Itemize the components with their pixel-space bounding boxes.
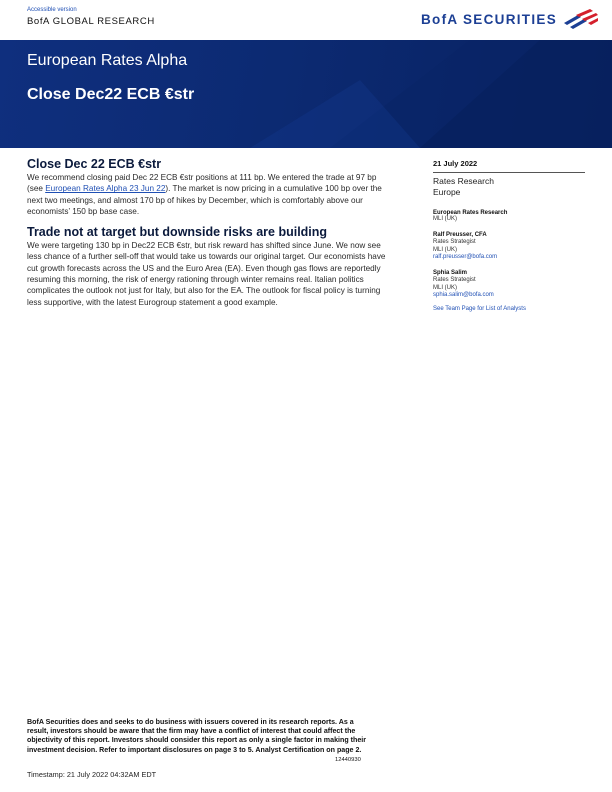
- analyst-title: Rates Strategist: [433, 277, 476, 283]
- research-group-title: European Rates Research: [433, 210, 508, 216]
- publication-title: European Rates Alpha: [27, 52, 188, 69]
- section-heading: Trade not at target but downside risks are building: [27, 225, 328, 240]
- analyst-email-link[interactable]: ralf.preusser@bofa.com: [433, 254, 498, 260]
- paragraph-text: We recommend closing paid Dec 22 ECB €str positions at 111 bp. We entered the trade at 97 bp (see: [27, 173, 377, 194]
- report-title: Close Dec22 ECB €str: [27, 86, 195, 103]
- analyst-email-link[interactable]: sphia.salim@bofa.com: [433, 292, 494, 298]
- european-rates-alpha-link[interactable]: European Rates Alpha 23 Jun 22: [45, 184, 166, 194]
- analyst-name: Ralf Preusser, CFA: [433, 231, 487, 238]
- report-header: [0, 0, 612, 40]
- report-date: 21 July 2022: [433, 159, 585, 173]
- brand-name: BofA GLOBAL RESEARCH: [27, 16, 155, 27]
- main-content: [27, 157, 387, 308]
- logo-text: BofA SECURITIES: [421, 11, 558, 27]
- analyst-name: Sphia Salim: [433, 269, 468, 276]
- bofa-flag-icon: [562, 9, 598, 29]
- sidebar: [433, 159, 585, 313]
- analyst-title: Rates Strategist: [433, 239, 476, 245]
- body-paragraph: [27, 172, 387, 217]
- research-category: Rates Research: [433, 176, 494, 186]
- disclaimer-text: BofA Securities does and seeks to do business with issuers covered in its research reports. As a result, investors should be aware that the firm may have a conflict of interest that could affect the objectivity of this report. Investors should consider this report as only a single factor in making their investment decision. Refer to important disclosures on page 3 to 5. Analyst Certification on page 2.: [27, 718, 366, 754]
- research-region: Europe: [433, 187, 461, 197]
- analyst-entity: MLI (UK): [433, 246, 457, 253]
- accessible-version-link[interactable]: Accessible version: [27, 7, 77, 13]
- research-group-entity: MLI (UK): [433, 216, 457, 222]
- document-number: 12440930: [335, 757, 361, 763]
- paragraph-text: ). The market is now pricing in a cumulative 100 bp over the next two meetings, and almost 170 bp of hikes by December, which is comfortably above our economists’ 150 bp base case.: [27, 184, 382, 216]
- body-paragraph: We were targeting 130 bp in Dec22 ECB €str, but risk reward has shifted since June. We now see less chance of a further sell-off that would take us towards our original target. Our economists have cut growth forecasts across the US and the Euro Area (EA). Even though gas flows are reportedly resuming this morning, the risk of energy rationing through winter remains real. Italian politics complicates the outlook not just for Italy, but also for the EA. The outlook for fiscal policy is turning less supportive, with the latest Eurogroup statement a good example.: [27, 241, 386, 307]
- section-heading: Close Dec 22 ECB €str: [27, 157, 162, 171]
- timestamp: Timestamp: 21 July 2022 04:32AM EDT: [27, 770, 157, 779]
- team-page-link[interactable]: See Team Page for List of Analysts: [433, 305, 526, 312]
- analyst-entity: MLI (UK): [433, 284, 457, 291]
- bofa-securities-logo: [421, 9, 598, 29]
